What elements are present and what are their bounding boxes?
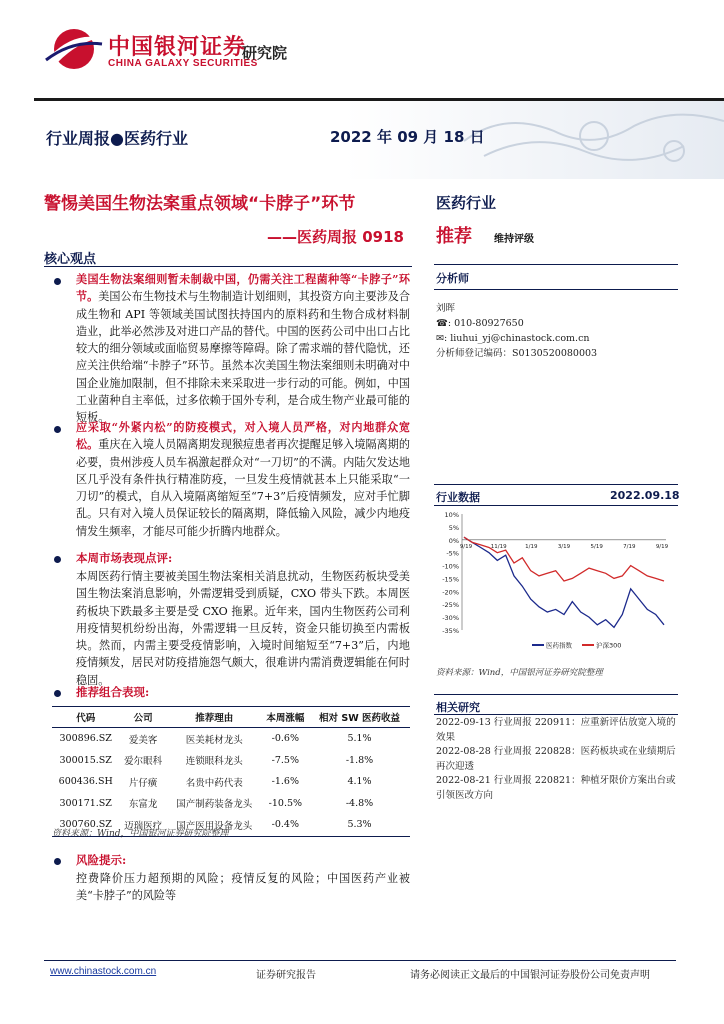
x-tick-label: 9/19 xyxy=(459,543,473,550)
table-header-row xyxy=(52,707,410,728)
y-tick-label: -10% xyxy=(442,562,459,571)
cell-change: -0.4% xyxy=(271,819,300,831)
x-tick-label: 3/19 xyxy=(557,543,571,550)
footer-center: 证券研究报告 xyxy=(256,970,316,981)
y-tick-label: -20% xyxy=(442,588,459,597)
cell-reason: 医美耗材龙头 xyxy=(185,734,243,746)
analyst-name: 刘晖 xyxy=(436,303,456,314)
cell-relative: -4.8% xyxy=(345,797,374,809)
divider xyxy=(434,694,678,695)
data-heading: 行业数据 xyxy=(436,491,480,504)
divider xyxy=(434,505,678,506)
col-relative-return: 相对 SW 医药收益 xyxy=(309,707,410,728)
report-type: 行业周报●医药行业 xyxy=(46,129,188,148)
bullet-icon xyxy=(54,278,61,285)
bullet-icon xyxy=(54,426,61,433)
y-tick-label: -35% xyxy=(442,627,459,635)
brand-name-en: CHINA GALAXY SECURITIES xyxy=(108,58,258,69)
point-2-highlight: 应采取“外紧内松”的防疫模式，对入境人员严格，对内地群众宽松。 xyxy=(76,421,410,452)
report-title: 警惕美国生物法案重点领域“卡脖子”环节 xyxy=(44,194,356,214)
bullet-icon xyxy=(54,556,61,563)
brand-name-cn: 中国银河证券 xyxy=(108,35,247,60)
cell-relative: 5.1% xyxy=(347,733,372,745)
legend-label: 医药指数 xyxy=(546,641,572,650)
y-tick-label: 5% xyxy=(448,523,459,532)
cell-relative: 5.3% xyxy=(347,819,372,831)
cell-code: 300015.SZ xyxy=(59,754,112,766)
market-text: 本周医药行情主要被美国生物法案相关消息扰动，生物医药板块受美国生物法案消息影响，外需逻辑受到质疑，CXO 带头下跌。本周医药板块下跌最多主要是受 CXO 拖累。近年来，国内生物医药公司利用疫情契机纷纷出海，外需逻辑一旦反转，资金只能切换至内需板块。然而，内需主要受疫情影响，入境时间缩短至“7+3”后，内地疫情频发，居民对防疫措施怨气颇大，很难讲内需消费逻辑能在何时稳固。 xyxy=(76,570,410,687)
analyst-heading: 分析师 xyxy=(436,272,469,285)
x-tick-label: 7/19 xyxy=(623,543,636,550)
footer-url[interactable]: www.chinastock.com.cn xyxy=(50,966,157,977)
y-tick-label: 0% xyxy=(448,536,459,545)
risk-text: 控费降价压力超预期的风险；疫情反复的风险；中国医药产业被美“卡脖子”的风险等 xyxy=(76,872,410,903)
email-icon: ✉: xyxy=(436,333,448,344)
related-item[interactable]: 2022-08-21 行业周报 220821：种植牙限价方案出台或引领医改方向 xyxy=(436,775,676,801)
cell-change: -10.5% xyxy=(268,797,303,809)
cell-relative: -1.8% xyxy=(345,754,374,766)
analyst-phone xyxy=(436,317,524,332)
cell-change: -1.6% xyxy=(271,776,300,788)
point-1 xyxy=(76,271,410,427)
table-row xyxy=(52,793,410,815)
point-2-text: 重庆在入境人员隔离期发现猴痘患者再次提醒足够入境隔离期的必要，贵州涉疫人员车祸激起群众对“一刀切”的不满。内陆欠发达地区几乎没有条件执行精准防疫，一旦发生疫情就甚本上只能采取“一刀切”的模式，自从入境隔离缩短至“7+3”后疫情频发，应对手忙脚乱。只有对入境人员保证较长的隔离期，降低输入风险，减少内地疫情发生频率，才能尽可能少折腾内地群众。 xyxy=(76,438,410,538)
related-heading: 相关研究 xyxy=(436,701,480,714)
related-item[interactable]: 2022-08-28 行业周报 220828：医药板块或在业绩期后再次迎透 xyxy=(436,746,676,772)
cell-change: -0.6% xyxy=(271,733,300,745)
cell-reason: 国产制药装备龙头 xyxy=(176,799,253,811)
risk-heading: 风险提示: xyxy=(76,853,127,867)
related-item[interactable]: 2022-09-13 行业周报 220911：应重新评估放宽入境的效果 xyxy=(436,717,676,743)
cell-company: 爱美客 xyxy=(128,734,158,746)
table-row xyxy=(52,750,410,772)
portfolio-heading: 推荐组合表现: xyxy=(76,685,150,699)
col-weekly-change: 本周涨幅 xyxy=(262,707,309,728)
cell-company: 东富龙 xyxy=(128,799,158,811)
data-date: 2022.09.18 xyxy=(610,489,680,502)
x-tick-label: 5/19 xyxy=(590,543,603,550)
divider xyxy=(434,714,678,715)
cell-code: 600436.SH xyxy=(58,776,113,788)
col-company: 公司 xyxy=(119,707,166,728)
bullet-icon xyxy=(54,690,61,697)
cell-reason: 连锁眼科龙头 xyxy=(185,756,243,768)
y-tick-label: 10% xyxy=(444,511,459,519)
y-tick-label: -25% xyxy=(442,601,459,610)
email-value[interactable]: liuhui_yj@chinastock.com.cn xyxy=(450,333,590,344)
cell-company: 片仔癀 xyxy=(128,777,158,789)
cell-company: 爱尔眼科 xyxy=(124,756,163,768)
divider xyxy=(434,289,678,290)
divider xyxy=(434,484,678,485)
point-2 xyxy=(76,419,410,540)
cell-code: 300171.SZ xyxy=(59,797,112,809)
cell-reason: 国产医用设备龙头 xyxy=(176,820,253,832)
divider xyxy=(44,266,412,267)
phone-value: 010-80927650 xyxy=(454,318,524,329)
report-date: 2022 年 09 月 18 日 xyxy=(330,128,485,146)
point-1-highlight: 美国生物法案细则暂未制裁中国，仍需关注工程菌种等“卡脖子”环节。 xyxy=(76,273,410,304)
footer-disclaimer: 请务必阅读正文最后的中国银河证券股份公司免责声明 xyxy=(410,970,650,981)
phone-icon: ☎: xyxy=(436,318,452,329)
cell-relative: 4.1% xyxy=(347,776,372,788)
industry-chart xyxy=(436,508,674,656)
y-tick-label: -5% xyxy=(446,549,459,558)
x-tick-label: 1/19 xyxy=(525,543,538,550)
point-1-text: 美国公布生物技术与生物制造计划细则，其投资方向主要涉及合成生物和 API 等领域美国试图扶持国内的原料药和生物合成材料制造业，此举必然涉及对进口产品的替代。中国的医药公司中出口占比较大的细分领域或面临贸易摩擦等障碍。除了需求端的替代隐忧，还应关注供给端“卡脖子”环节。虽然本次美国生物法案细则未明确对中国企业施加限制，但不排除未来采取进一步行动的可能。例如，中国工业菌种自主率低，过多依赖于国外专利，是合成生物产业最可能的短板。 xyxy=(76,290,410,425)
analyst-email xyxy=(436,332,590,347)
cell-change: -7.5% xyxy=(271,754,300,766)
x-tick-label: 9/19 xyxy=(655,543,669,550)
analyst-cert: 分析师登记编码：S0130520080003 xyxy=(436,348,598,359)
cell-reason: 名贵中药代表 xyxy=(185,777,243,789)
table-source: 资料来源：Wind，中国银河证券研究院整理 xyxy=(52,829,229,839)
y-tick-label: -30% xyxy=(442,614,459,623)
galaxy-logo-icon xyxy=(44,26,104,72)
col-reason: 推荐理由 xyxy=(167,707,262,728)
table-row xyxy=(52,771,410,793)
portfolio-table xyxy=(52,706,410,837)
table-row xyxy=(52,728,410,750)
cell-code: 300760.SZ xyxy=(59,819,112,831)
bullet-icon xyxy=(54,858,61,865)
institute-label: 研究院 xyxy=(242,44,288,62)
x-tick-label: 11/19 xyxy=(490,543,507,550)
legend-label: 沪深300 xyxy=(596,641,622,650)
divider xyxy=(434,264,678,265)
sidebar-rating: 推荐 xyxy=(436,226,472,247)
cell-code: 300896.SZ xyxy=(59,733,112,745)
rating-note: 维持评级 xyxy=(494,234,534,245)
cell-company: 迈瑞医疗 xyxy=(124,820,163,832)
chart-source: 资料来源：Wind，中国银河证券研究院整理 xyxy=(436,668,603,678)
report-subtitle: ——医药周报 0918 xyxy=(267,228,404,246)
footer-divider xyxy=(44,960,676,961)
col-code: 代码 xyxy=(52,707,119,728)
sidebar-industry: 医药行业 xyxy=(436,194,497,212)
y-tick-label: -15% xyxy=(442,575,459,584)
core-heading: 核心观点 xyxy=(44,252,97,267)
market-heading: 本周市场表现点评: xyxy=(76,551,173,565)
